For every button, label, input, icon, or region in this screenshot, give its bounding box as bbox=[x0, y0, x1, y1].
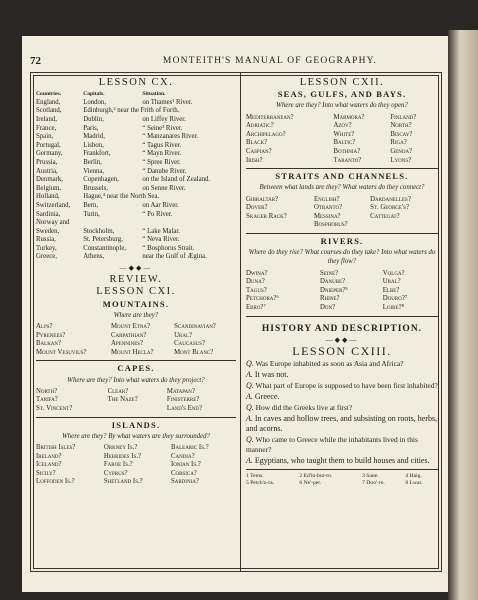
table-cell: Vienna, bbox=[83, 167, 105, 175]
column-header: Countries. bbox=[36, 91, 62, 98]
table-cell: Hague,⁴ near the North Sea. bbox=[83, 193, 160, 201]
table-cell bbox=[246, 221, 314, 230]
islands-heading: ISLANDS. bbox=[111, 419, 161, 430]
capital-row bbox=[36, 159, 236, 168]
ornament: —◆◆— bbox=[119, 264, 153, 273]
sea-row bbox=[246, 148, 438, 157]
cape-row bbox=[36, 388, 236, 397]
table-cell: Dardanelles? bbox=[370, 195, 411, 203]
table-cell: Apennines? bbox=[110, 340, 144, 348]
a-label: A. bbox=[246, 456, 253, 466]
table-cell: Belgium, bbox=[36, 184, 62, 192]
table-cell: Elbe? bbox=[382, 286, 400, 294]
table-cell: Stockholm, bbox=[83, 227, 115, 235]
table-cell: Clear? bbox=[107, 387, 129, 395]
table-cell: White? bbox=[333, 130, 355, 138]
right-column bbox=[246, 76, 438, 487]
table-cell: “ Spree River. bbox=[142, 158, 181, 166]
footnote: 2 Ed'in-bur-ro. bbox=[299, 473, 333, 480]
rivers-heading: RIVERS. bbox=[320, 235, 364, 246]
table-cell: Bern, bbox=[83, 201, 99, 209]
table-cell: Copenhagen, bbox=[83, 176, 119, 184]
table-cell bbox=[83, 219, 142, 228]
capes-question: Where are they? Into what waters do they project? bbox=[67, 376, 205, 384]
footnotes bbox=[246, 473, 438, 487]
rule bbox=[246, 233, 438, 234]
footnote-row bbox=[246, 480, 438, 487]
sea-row bbox=[246, 157, 438, 166]
table-cell: Faroe Is.? bbox=[103, 461, 133, 469]
sea-row bbox=[246, 131, 438, 140]
island-row bbox=[36, 461, 236, 470]
table-cell: Paris, bbox=[83, 124, 99, 132]
table-cell: “ Manzanares River. bbox=[142, 133, 199, 141]
table-cell: “ Po River. bbox=[142, 210, 173, 218]
table-cell: Otranto? bbox=[314, 204, 343, 212]
table-cell: St. George's? bbox=[370, 204, 409, 212]
book-page bbox=[22, 36, 448, 592]
table-cell: Constantinople, bbox=[83, 244, 127, 252]
table-cell: Alps? bbox=[36, 323, 53, 331]
table-cell: Pyrenees? bbox=[36, 331, 66, 339]
answer bbox=[246, 370, 438, 380]
river-row bbox=[246, 278, 438, 287]
table-cell: Brussels, bbox=[83, 184, 108, 192]
table-cell: Frankfort, bbox=[83, 150, 111, 158]
table-cell: “ Bosphorus Strait. bbox=[142, 244, 195, 252]
answer-text: Greece. bbox=[254, 392, 280, 402]
table-cell: England, bbox=[36, 98, 61, 106]
rule bbox=[36, 417, 236, 418]
capital-row bbox=[36, 150, 236, 159]
table-cell: Biscay? bbox=[390, 130, 413, 138]
table-cell: Mount Vesuvius? bbox=[36, 348, 87, 356]
answer-text: Egyptians, who taught them to build houses and cities. bbox=[254, 456, 430, 466]
capital-row bbox=[36, 253, 236, 262]
table-cell: Edinburgh,² near the Frith of Forth. bbox=[83, 107, 180, 115]
question bbox=[246, 381, 438, 391]
rivers-table bbox=[246, 270, 438, 313]
strait-row bbox=[246, 213, 438, 222]
table-cell: France, bbox=[36, 124, 57, 132]
table-cell: on Thames¹ River. bbox=[142, 98, 193, 106]
capital-row bbox=[36, 202, 236, 211]
column-divider bbox=[240, 72, 241, 572]
footnote: 6 Ne'-per. bbox=[299, 480, 322, 487]
table-cell: Carpathian? bbox=[110, 331, 147, 339]
footnote: 3 Sane. bbox=[362, 473, 379, 480]
a-label: A. bbox=[246, 414, 253, 424]
table-cell: Turin, bbox=[83, 210, 100, 218]
table-cell: Holland, bbox=[36, 193, 60, 201]
table-cell: Ireland? bbox=[36, 452, 62, 460]
question-text: What part of Europe is supposed to have been first inhabited? bbox=[255, 381, 438, 391]
review-title: REVIEW. bbox=[109, 274, 163, 286]
table-cell: Caspian? bbox=[246, 147, 272, 155]
table-cell: Riga? bbox=[390, 139, 407, 147]
rule bbox=[246, 469, 438, 470]
table-cell: near the Gulf of Ægina. bbox=[142, 253, 207, 261]
table-cell: Madrid, bbox=[83, 133, 105, 141]
table-cell: Corsica? bbox=[170, 469, 197, 477]
footnote-row bbox=[246, 473, 438, 480]
q-label: Q. bbox=[246, 403, 254, 413]
river-row bbox=[246, 295, 438, 304]
question bbox=[246, 403, 438, 413]
table-cell: Hebrides Is.? bbox=[103, 452, 142, 460]
table-cell bbox=[370, 221, 438, 230]
book-spine bbox=[448, 30, 478, 600]
table-cell: Lyons? bbox=[390, 156, 412, 164]
q-label: Q. bbox=[246, 435, 254, 445]
cape-row bbox=[36, 396, 236, 405]
table-cell: “ Seine³ River. bbox=[142, 124, 183, 132]
table-cell: British Isles? bbox=[36, 444, 76, 452]
table-cell: “ Danube River. bbox=[142, 167, 187, 175]
strait-row bbox=[246, 196, 438, 205]
table-cell: Ionian Is.? bbox=[170, 461, 201, 469]
table-cell: English? bbox=[314, 195, 340, 203]
capital-row bbox=[36, 107, 236, 116]
table-cell: Gibraltar? bbox=[246, 195, 279, 203]
answer bbox=[246, 392, 438, 402]
table-cell: Caucasus? bbox=[174, 340, 206, 348]
table-cell: Mont Blanc? bbox=[174, 348, 214, 356]
capital-row bbox=[36, 211, 236, 220]
table-cell: St. Petersburg, bbox=[83, 236, 123, 244]
mountain-row bbox=[36, 323, 236, 332]
table-cell: Scotland, bbox=[36, 107, 62, 115]
table-cell: Sicily? bbox=[36, 469, 56, 477]
table-cell: Germany, bbox=[36, 150, 63, 158]
table-cell: Dnieper?⁵ bbox=[320, 286, 348, 294]
table-cell: Cattegat? bbox=[370, 212, 400, 220]
table-cell: Athens, bbox=[83, 253, 105, 261]
lesson-cxi-title: LESSON CXI. bbox=[96, 286, 176, 298]
table-cell: Dublin, bbox=[83, 115, 104, 123]
table-cell: “ Neva River. bbox=[142, 236, 180, 244]
table-cell: Duna? bbox=[246, 278, 265, 286]
footnote: 5 Petch'o-ra. bbox=[246, 480, 275, 487]
table-cell: Seine? bbox=[320, 269, 339, 277]
running-head: MONTEITH'S MANUAL OF GEOGRAPHY. bbox=[162, 56, 378, 66]
table-cell: Matapan? bbox=[166, 387, 195, 395]
river-row bbox=[246, 304, 438, 313]
question-text: Was Europe inhabited as soon as Asia and Africa? bbox=[255, 359, 404, 369]
answer-text: It was not. bbox=[254, 370, 289, 380]
table-cell: Lisbon, bbox=[83, 141, 104, 149]
island-row bbox=[36, 470, 236, 479]
capital-row bbox=[36, 228, 236, 237]
question-text: Who came to Greece while the inhabitants lived in this manner? bbox=[246, 435, 418, 455]
table-cell: on Senne River. bbox=[142, 184, 186, 192]
rivers-question: Where do they rise? What courses do they take? Into what waters do they flow? bbox=[248, 249, 436, 266]
capital-row bbox=[36, 236, 236, 245]
table-cell: Sardinia, bbox=[36, 210, 61, 218]
mountains-question: Where are they? bbox=[113, 311, 159, 319]
straits-heading: STRAITS AND CHANNELS. bbox=[275, 171, 409, 182]
table-cell: Loffoden Is.? bbox=[36, 478, 75, 486]
river-row bbox=[246, 287, 438, 296]
islands-question: Where are they? By what waters are they surrounded? bbox=[62, 432, 210, 440]
table-cell: Prussia, bbox=[36, 158, 58, 166]
table-cell: Black? bbox=[246, 139, 268, 147]
table-cell: Messina? bbox=[314, 212, 341, 220]
capital-row bbox=[36, 116, 236, 125]
table-cell: Tarifa? bbox=[36, 396, 58, 404]
table-cell: Mount Hecla? bbox=[110, 348, 154, 356]
table-cell: Danube? bbox=[320, 278, 346, 286]
table-cell: Candia? bbox=[170, 452, 195, 460]
table-cell: Cyprus? bbox=[103, 469, 128, 477]
table-cell: Greece, bbox=[36, 253, 57, 261]
column-header: Situation. bbox=[142, 91, 166, 98]
table-cell: Rhine? bbox=[320, 295, 340, 303]
capital-row bbox=[36, 133, 236, 142]
table-cell: on the Island of Zealand. bbox=[142, 176, 211, 184]
table-cell: Finisterre? bbox=[166, 396, 200, 404]
footnote: 7 Doo'-ro. bbox=[362, 480, 385, 487]
table-cell: Petchora?⁶ bbox=[246, 295, 279, 303]
table-cell: Archipelago? bbox=[246, 130, 286, 138]
island-row bbox=[36, 453, 236, 462]
q-label: Q. bbox=[246, 381, 254, 391]
table-cell bbox=[108, 405, 167, 414]
answer bbox=[246, 456, 438, 466]
table-cell: Azov? bbox=[333, 122, 352, 130]
table-cell: Iceland? bbox=[36, 461, 62, 469]
table-cell: Skager Rack? bbox=[246, 212, 287, 220]
strait-row bbox=[246, 204, 438, 213]
island-row bbox=[36, 478, 236, 487]
mountains-table bbox=[36, 323, 236, 357]
islands-table bbox=[36, 444, 236, 487]
seas-heading: SEAS, GULFS, AND BAYS. bbox=[277, 89, 407, 100]
lesson-cxii-title: LESSON CXII. bbox=[299, 77, 385, 88]
capital-row bbox=[36, 176, 236, 185]
page-number: 72 bbox=[30, 55, 41, 67]
answer bbox=[246, 414, 438, 434]
table-cell: Spain, bbox=[36, 133, 54, 141]
lesson-cx-title: LESSON CX. bbox=[98, 77, 174, 88]
table-cell: Marmora? bbox=[333, 113, 365, 121]
cape-row bbox=[36, 405, 236, 414]
river-row bbox=[246, 270, 438, 279]
capital-row bbox=[36, 185, 236, 194]
table-cell: Balearic Is.? bbox=[170, 444, 209, 452]
strait-row bbox=[246, 221, 438, 230]
sea-row bbox=[246, 139, 438, 148]
straits-question: Between what lands are they? What waters do they connect? bbox=[259, 184, 425, 192]
capes-heading: CAPES. bbox=[117, 363, 155, 374]
table-cell: Orkney Is.? bbox=[103, 444, 138, 452]
table-cell: Sweden, bbox=[36, 227, 60, 235]
rule bbox=[246, 316, 438, 317]
capitals-table bbox=[36, 90, 236, 262]
table-cell: Russia, bbox=[36, 236, 56, 244]
capes-table bbox=[36, 388, 236, 414]
table-cell: Don? bbox=[320, 303, 336, 311]
footnote: 4 Haig. bbox=[405, 473, 422, 480]
table-cell bbox=[142, 219, 236, 228]
seas-table bbox=[246, 114, 438, 166]
table-cell: Douro?⁷ bbox=[382, 295, 408, 303]
table-cell: “ Mayn River. bbox=[142, 150, 182, 158]
table-cell: Denmark, bbox=[36, 176, 63, 184]
ornament: —◆◆— bbox=[325, 335, 359, 344]
table-cell: “ Tagus River. bbox=[142, 141, 182, 149]
table-cell: Austria, bbox=[36, 167, 58, 175]
table-cell: Dwina? bbox=[246, 269, 268, 277]
table-cell: Portugal, bbox=[36, 141, 61, 149]
table-cell: Mount Etna? bbox=[110, 323, 151, 331]
table-cell: The Naze? bbox=[107, 396, 138, 404]
a-label: A. bbox=[246, 392, 253, 402]
table-cell: Land's End? bbox=[166, 405, 203, 413]
table-cell: on Aar River. bbox=[142, 201, 179, 209]
history-heading: HISTORY AND DESCRIPTION. bbox=[261, 323, 423, 334]
column-header: Capitals. bbox=[83, 91, 105, 98]
island-row bbox=[36, 444, 236, 453]
table-cell: Ural? bbox=[382, 278, 401, 286]
table-cell: Shetland Is.? bbox=[103, 478, 143, 486]
table-cell: Switzerland, bbox=[36, 201, 71, 209]
mountain-row bbox=[36, 349, 236, 358]
table-cell: Berlin, bbox=[83, 158, 102, 166]
table-cell: Volga? bbox=[382, 269, 405, 277]
answer-text: In caves and hollow trees, and subsisting on roots, herbs, and acorns. bbox=[246, 414, 438, 434]
lesson-cxiii-title: LESSON CXIII. bbox=[292, 343, 392, 358]
table-cell: Turkey, bbox=[36, 244, 57, 252]
mountains-heading: MOUNTAINS. bbox=[102, 298, 170, 309]
seas-question: Where are they? Into what waters do they open? bbox=[276, 102, 408, 110]
table-cell: Irish? bbox=[246, 156, 263, 164]
capital-row bbox=[36, 125, 236, 134]
table-cell: Dover? bbox=[246, 204, 268, 212]
table-cell: North? bbox=[36, 387, 58, 395]
capital-row bbox=[36, 142, 236, 151]
table-cell: Ireland, bbox=[36, 115, 57, 123]
footnote: 8 Lwar. bbox=[405, 480, 423, 487]
sea-row bbox=[246, 114, 438, 123]
mountain-row bbox=[36, 332, 236, 341]
table-cell: North? bbox=[390, 122, 412, 130]
table-cell: Finland? bbox=[390, 113, 417, 121]
table-cell: Balkan? bbox=[36, 340, 62, 348]
question bbox=[246, 435, 438, 455]
sea-row bbox=[246, 122, 438, 131]
table-cell: Norway and bbox=[36, 219, 70, 227]
capital-row bbox=[36, 245, 236, 254]
footnote: 1 Tems. bbox=[246, 473, 264, 480]
table-cell: Sardinia? bbox=[170, 478, 199, 486]
table-cell: St. Vincent? bbox=[36, 405, 73, 413]
table-cell: Ebro?⁷ bbox=[246, 303, 266, 311]
table-cell: Taranto? bbox=[333, 156, 362, 164]
capital-row bbox=[36, 219, 236, 228]
left-column bbox=[36, 76, 236, 487]
table-cell: Adriatic? bbox=[246, 122, 274, 130]
table-cell: Bosphorus? bbox=[314, 221, 348, 229]
straits-table bbox=[246, 196, 438, 230]
table-cell: Bothnia? bbox=[333, 147, 361, 155]
table-cell: on Liffey River. bbox=[142, 115, 186, 123]
a-label: A. bbox=[246, 370, 253, 380]
table-cell: Baltic? bbox=[333, 139, 356, 147]
capital-row bbox=[36, 193, 236, 202]
table-cell: “ Lake Malar. bbox=[142, 227, 180, 235]
rule bbox=[36, 360, 236, 361]
table-cell: Scandinavian? bbox=[174, 323, 216, 331]
mountain-row bbox=[36, 340, 236, 349]
table-cell: Mediterranean? bbox=[246, 113, 294, 121]
q-label: Q. bbox=[246, 359, 254, 369]
table-cell: London, bbox=[83, 98, 107, 106]
capital-row bbox=[36, 168, 236, 177]
capital-row bbox=[36, 99, 236, 108]
table-cell: Genoa? bbox=[390, 147, 413, 155]
rule bbox=[246, 168, 438, 169]
page-header bbox=[30, 55, 444, 69]
question-text: How did the Greeks live at first? bbox=[255, 403, 353, 413]
qa-list bbox=[246, 359, 438, 466]
table-cell: Tagus? bbox=[246, 286, 267, 294]
table-cell: Loire?⁸ bbox=[382, 303, 404, 311]
table-cell: Ural? bbox=[174, 331, 193, 339]
question bbox=[246, 359, 438, 369]
